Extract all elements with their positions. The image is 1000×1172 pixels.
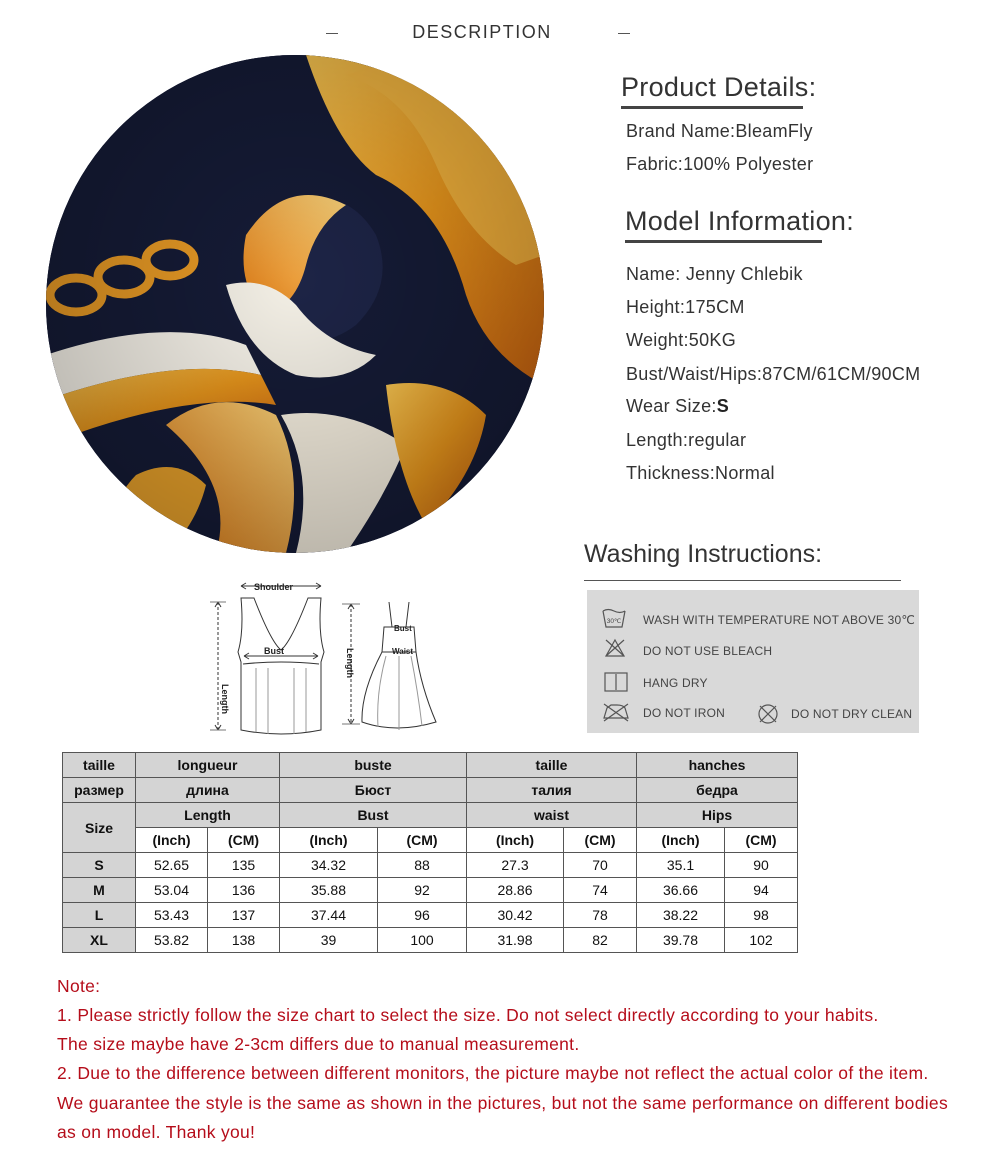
header-cell: Hips (637, 803, 798, 828)
header-dash-right (618, 33, 630, 34)
size-cell: M (63, 878, 136, 903)
washing-instructions-heading: Washing Instructions: (584, 540, 823, 568)
top-bust-label: Bust (264, 646, 284, 656)
value-cell: 138 (208, 928, 280, 953)
value-cell: 27.3 (467, 853, 564, 878)
brand-name: Brand Name:BleamFly (626, 121, 813, 141)
wash-30-icon (601, 607, 627, 629)
header-cell: Bust (280, 803, 467, 828)
size-chart-table (62, 752, 798, 953)
size-cell: S (63, 853, 136, 878)
header-cell: longueur (136, 753, 280, 778)
value-cell: 36.66 (637, 878, 725, 903)
table-units-row (63, 828, 798, 853)
size-cell: XL (63, 928, 136, 953)
value-cell: 100 (378, 928, 467, 953)
model-thickness: Thickness:Normal (626, 463, 775, 483)
washing-underline (584, 580, 901, 581)
note-line-1: 1. Please strictly follow the size chart to select the size. Do not select directly according to your habits. (57, 1005, 879, 1025)
value-cell: 136 (208, 878, 280, 903)
header-cell: hanches (637, 753, 798, 778)
garment-sketch (196, 572, 476, 742)
size-cell: L (63, 903, 136, 928)
model-measurements: Bust/Waist/Hips:87CM/61CM/90CM (626, 364, 921, 384)
header-cell: Бюст (280, 778, 467, 803)
fabric-pattern (46, 55, 544, 553)
value-cell: 39 (280, 928, 378, 953)
model-weight: Weight:50KG (626, 330, 737, 350)
no-dry-clean-text: DO NOT DRY CLEAN (791, 707, 913, 721)
value-cell: 39.78 (637, 928, 725, 953)
value-cell: 28.86 (467, 878, 564, 903)
note-line-4: We guarantee the style is the same as shown in the pictures, but not the same performance on different bodies (57, 1093, 949, 1113)
value-cell: 94 (725, 878, 798, 903)
value-cell: 35.1 (637, 853, 725, 878)
table-header-row-en (63, 803, 798, 828)
dress-bust-label: Bust (394, 624, 412, 633)
value-cell: 96 (378, 903, 467, 928)
value-cell: 53.43 (136, 903, 208, 928)
header-cell: бедра (637, 778, 798, 803)
unit-cell: (CM) (725, 828, 798, 853)
model-information-underline (625, 240, 822, 243)
model-wear-size (626, 396, 729, 417)
value-cell: 30.42 (467, 903, 564, 928)
model-length: Length:regular (626, 430, 747, 450)
no-iron-text: DO NOT IRON (643, 706, 725, 720)
table-header-row-fr (63, 753, 798, 778)
wash-icon-text: 30℃ (606, 618, 622, 625)
value-cell: 78 (564, 903, 637, 928)
value-cell: 135 (208, 853, 280, 878)
note-title: Note: (57, 976, 101, 996)
table-row (63, 853, 798, 878)
header-cell: талия (467, 778, 637, 803)
header-cell: размер (63, 778, 136, 803)
hang-dry-icon (604, 672, 628, 692)
no-bleach-text: DO NOT USE BLEACH (643, 644, 773, 658)
table-row (63, 903, 798, 928)
value-cell: 70 (564, 853, 637, 878)
hang-dry-text: HANG DRY (643, 676, 708, 690)
wash-temperature-text: WASH WITH TEMPERATURE NOT ABOVE 30℃ (643, 613, 916, 627)
no-bleach-icon (604, 638, 626, 658)
value-cell: 88 (378, 853, 467, 878)
table-header-row-ru (63, 778, 798, 803)
value-cell: 98 (725, 903, 798, 928)
wear-size-label: Wear Size: (626, 396, 717, 416)
value-cell: 53.82 (136, 928, 208, 953)
value-cell: 92 (378, 878, 467, 903)
value-cell: 38.22 (637, 903, 725, 928)
note-line-5: as on model. Thank you! (57, 1122, 256, 1142)
note-line-2: The size maybe have 2-3cm differs due to manual measurement. (57, 1034, 580, 1054)
model-information-heading: Model Information: (625, 206, 855, 236)
unit-cell: (Inch) (136, 828, 208, 853)
dress-length-label: Length (345, 648, 355, 678)
table-row (63, 878, 798, 903)
header-cell: длина (136, 778, 280, 803)
fabric-info: Fabric:100% Polyester (626, 154, 814, 174)
header-cell: taille (467, 753, 637, 778)
washing-instructions-box (587, 590, 919, 733)
value-cell: 90 (725, 853, 798, 878)
model-height: Height:175CM (626, 297, 745, 317)
product-details-underline (621, 106, 803, 109)
no-iron-icon (601, 702, 631, 722)
note-line-3: 2. Due to the difference between different monitors, the picture maybe not reflect the actual color of the item. (57, 1063, 929, 1083)
fabric-closeup-image (46, 55, 544, 553)
unit-cell: (Inch) (280, 828, 378, 853)
page-title: DESCRIPTION (412, 22, 552, 42)
header-cell: Size (63, 803, 136, 853)
unit-cell: (CM) (378, 828, 467, 853)
value-cell: 53.04 (136, 878, 208, 903)
shoulder-label: Shoulder (254, 582, 294, 592)
unit-cell: (Inch) (637, 828, 725, 853)
wear-size-value: S (716, 396, 730, 416)
value-cell: 137 (208, 903, 280, 928)
unit-cell: (CM) (564, 828, 637, 853)
unit-cell: (CM) (208, 828, 280, 853)
value-cell: 102 (725, 928, 798, 953)
product-details-heading: Product Details: (621, 72, 817, 102)
header-cell: Length (136, 803, 280, 828)
value-cell: 82 (564, 928, 637, 953)
value-cell: 35.88 (280, 878, 378, 903)
unit-cell: (Inch) (467, 828, 564, 853)
value-cell: 37.44 (280, 903, 378, 928)
dress-waist-label: Waist (392, 647, 414, 656)
value-cell: 74 (564, 878, 637, 903)
header-cell: taille (63, 753, 136, 778)
header-cell: buste (280, 753, 467, 778)
value-cell: 52.65 (136, 853, 208, 878)
value-cell: 34.32 (280, 853, 378, 878)
model-name: Name: Jenny Chlebik (626, 264, 803, 284)
no-dry-clean-icon (757, 703, 779, 725)
table-row (63, 928, 798, 953)
header-cell: waist (467, 803, 637, 828)
top-length-label: Length (220, 684, 230, 714)
garment-measurement-diagram (196, 572, 476, 742)
value-cell: 31.98 (467, 928, 564, 953)
